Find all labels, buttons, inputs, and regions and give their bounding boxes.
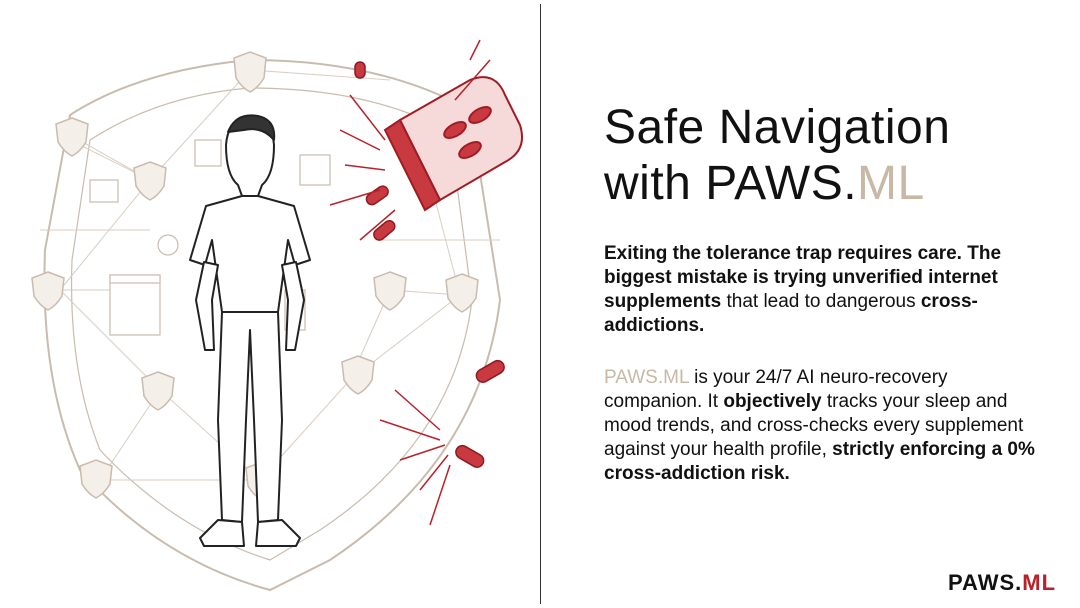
pill-bottle [385,77,522,210]
logo-prefix: PAWS. [948,570,1023,595]
intro-paragraph [604,242,1044,338]
desc-text-2: tracks your sleep and mood trends, and cross-checks every supplement against your health profile, [604,391,1024,460]
vertical-divider [540,4,541,604]
title-line-1: Safe Navigation [604,101,951,154]
intro-bold-2: cross-addictions. [604,291,978,336]
brand-mention: PAWS.ML [604,367,689,388]
logo-accent: ML [1022,570,1057,595]
desc-bold-1: objectively [723,391,822,412]
title-line-2-prefix: with PAWS. [604,157,858,210]
brand-logo [948,570,1056,596]
description-paragraph [604,366,1044,486]
page-title [604,100,1044,212]
title-accent: ML [857,157,925,210]
intro-bold-1: Exiting the tolerance trap requires care. The biggest mistake is trying unverified internet supplements [604,243,1002,312]
title-line-2 [604,156,1044,212]
desc-text-1: is your 24/7 AI neuro-recovery companion. It [604,367,948,412]
intro-normal: that lead to dangerous [721,291,921,312]
desc-bold-2: strictly enforcing a 0% cross-addiction risk. [604,439,1035,484]
